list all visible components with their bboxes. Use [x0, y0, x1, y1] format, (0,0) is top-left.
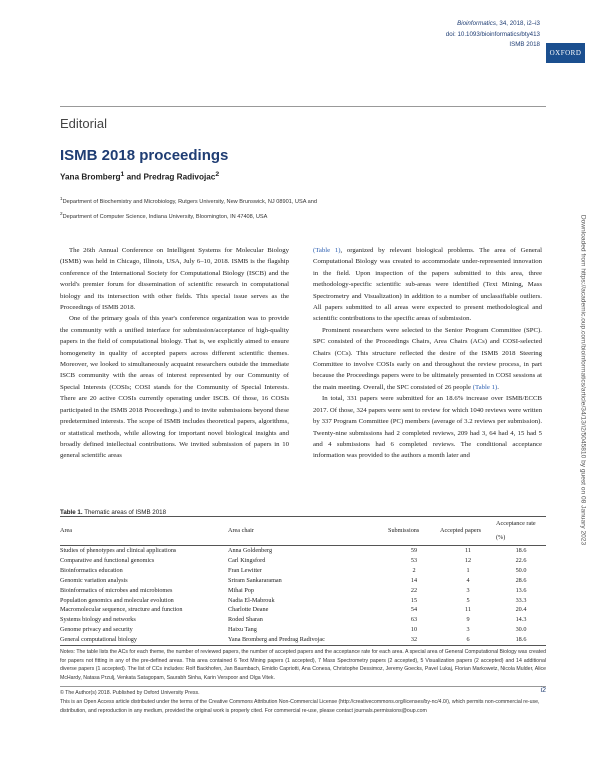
table-cell: 50.0 — [515, 566, 527, 574]
table-cell: 28.6 — [515, 576, 527, 584]
table-cell: 13.6 — [515, 586, 527, 594]
page-number: i2 — [540, 687, 546, 694]
journal-name: Bioinformatics — [457, 20, 496, 27]
author-list: Yana Bromberg$^1$ and Predrag Radivojac$^2$ — [60, 171, 220, 182]
table-cell: 6 — [440, 635, 496, 645]
paragraph: (Table 1), organized by relevant biological problems. The area of General Computational Biology was created to accommodate under-represented innovation in the field. Upon inspection of the papers submitted to this area, three methodology-specific scientific sub-areas were identified (Text Mining, Mass Spectrometry and Visualization) in addition to a number of unclassifiable outliers. All papers submitted to all areas were expected to present methodological and scientific contributions to the specific areas of submission. — [313, 247, 542, 323]
table-row — [60, 566, 546, 576]
copyright: © The Author(s) 2018. Published by Oxford University Press. — [60, 690, 200, 696]
table-cell: Genomic variation analysis — [60, 576, 128, 584]
column-header: Acceptance rate (%) — [496, 517, 546, 546]
table-cell: 30.0 — [515, 626, 527, 634]
doi[interactable]: doi: 10.1093/bioinformatics/bty413 — [445, 30, 540, 38]
table-cell: 14 — [410, 576, 418, 584]
paragraph: One of the primary goals of this year's conference organization was to provide the community with a unified interface for submission/acceptance of high-quality papers in the field of computational biology. That is, we explicitly aimed to ensure homogeneity in quality of accepted papers across different scientific themes. Moreover, we looked to simultaneously acquaint researchers outside the immediate ISCB community with the areas of interest represented by our Community of Special Interests (COSIs; COSI stands for the Community of Special Interests. There are 20 active COSIs currently operating under ISCB. Of those, 16 COSIs participated in the ISMB 2018 Proceedings.) and to invite submissions beyond these predetermined interests. The scope of ISMB includes theoretical papers, algorithms, or statistical methods, while allowing for important novel biological insights and broadly defined intellectual contributions. We invited submission of papers in 10 general scientific areas — [60, 315, 289, 460]
table-cell: Carl Kingsford — [228, 556, 266, 564]
table-cell: 18.6 — [496, 635, 546, 645]
table-row — [60, 576, 546, 586]
paragraph: Prominent researchers were selected to the Senior Program Committee (SPC). SPC consisted of the Proceedings Chairs, Area Chairs (ACs) and COSI-selected Chairs (CCs). This structure reflected the desire of the ISMB 2018 Steering Committee to involve COSIs early on and throughout the review process, in part because the Proceedings papers were to be ultimately presented in COSI sessions at the main meeting. Overall, the SPC consisted of 26 people (Table 1). — [313, 326, 542, 391]
table-cell: Anna Goldenberg — [228, 547, 273, 554]
author-name[interactable]: Yana Bromberg — [60, 172, 121, 182]
body-column-right — [313, 245, 542, 462]
table-cell: Genome privacy and security — [60, 626, 133, 634]
table-cell: 63 — [410, 616, 418, 624]
table-row — [60, 596, 546, 606]
header-divider — [60, 106, 546, 107]
table-cell: 4 — [466, 576, 470, 584]
table-row — [60, 615, 546, 625]
table-cell: 12 — [464, 556, 472, 564]
paragraph: The 26th Annual Conference on Intelligent Systems for Molecular Biology (ISMB) was held in Chicago, Illinois, USA, July 6–10, 2018. ISMB is the flagship conference of the International Society for Computational Biology (ISCB) and the world's premier forum for dissemination of scientific research in computational biology and its intersection with other fields. This special issue serves as the Proceedings of ISMB 2018. — [60, 247, 289, 312]
table-cell: Macromolecular sequence, structure and function — [60, 606, 183, 614]
table-cell: Population genomics and molecular evolution — [60, 596, 174, 604]
table-cell: 20.4 — [515, 606, 527, 614]
table-cell: 3 — [466, 626, 470, 634]
table-cell: Haixu Tang — [228, 626, 257, 634]
table-cell: 11 — [465, 547, 471, 554]
table-cell: Mihai Pop — [228, 586, 254, 594]
table-cell: 3 — [466, 586, 470, 594]
thematic-areas-table — [60, 516, 546, 646]
table-row — [60, 625, 546, 635]
article-title: ISMB 2018 proceedings — [60, 147, 229, 164]
journal-citation: Bioinformatics, 34, 2018, i2–i3 — [457, 20, 540, 27]
table-cell: 59 — [410, 547, 418, 554]
table-cell: 9 — [466, 616, 470, 624]
table-cell: 32 — [388, 635, 440, 645]
footer — [60, 689, 546, 715]
table-cell: 18.6 — [515, 547, 527, 554]
table-cell: Nadia El-Mabrouk — [228, 596, 275, 604]
table-row — [60, 605, 546, 615]
table-cell: Charlotte Deane — [228, 606, 269, 614]
footer-divider — [60, 686, 546, 687]
table-cell: Bioinformatics of microbes and microbiomes — [60, 586, 173, 594]
affiliations — [60, 193, 317, 223]
section-label: Editorial — [60, 116, 107, 131]
table-cell: Yana Bromberg and Predrag Radivojac — [228, 635, 388, 645]
table-row — [60, 586, 546, 596]
column-header: Area chair — [228, 517, 388, 546]
issue-name: ISMB 2018 — [509, 41, 540, 48]
table-cell: Systems biology and networks — [60, 616, 136, 624]
table-cell: Comparative and functional genomics — [60, 556, 155, 564]
table-cell: Fran Lewitter — [228, 566, 262, 574]
column-header: Accepted papers — [440, 517, 496, 546]
table-cell: 15 — [410, 596, 418, 604]
body-column-left — [60, 245, 289, 462]
table-cell: Roded Sharan — [228, 616, 263, 624]
table-header-row — [60, 517, 546, 546]
table-cell: General computational biology — [60, 635, 228, 645]
journal-meta — [446, 19, 540, 51]
table-row — [60, 635, 546, 645]
table-cell: 10 — [410, 626, 418, 634]
table-cell: 14.3 — [515, 616, 527, 624]
table-row — [60, 546, 546, 556]
table-cell: Studies of phenotypes and clinical applications — [60, 547, 177, 554]
oxford-logo: OXFORD — [546, 43, 585, 63]
table-title: Table 1. Thematic areas of ISMB 2018 — [60, 509, 167, 516]
column-header: Area — [60, 517, 228, 546]
table-cell: 53 — [410, 556, 418, 564]
table-cell: 54 — [410, 606, 418, 614]
affiliation: $^1$Department of Biochemistry and Microbiology, Rutgers University, New Brunswick, NJ 08901, USA and — [60, 196, 318, 205]
affiliation-marker: 1 — [120, 171, 125, 178]
affiliation-marker: 2 — [215, 171, 220, 178]
table-link[interactable]: (Table 1) — [313, 247, 341, 254]
license-text: This is an Open Access article distributed under the terms of the Creative Commons Attribution Non-Commercial License (http://creativecommons.org/licenses/by-nc/4.0/), which permits non-commercial re-use, distribution, and reproduction in any medium, provided the original work is properly cited. For commercial re-use, please contact journals.permissions@oup.com — [60, 698, 540, 714]
table-notes: Notes: The table lists the ACs for each theme, the number of reviewed papers, the number of accepted papers and the acceptance rate for each area. A special area of General Computational Biology was created for papers not fitting in any of the pre-defined areas. This area contained 6 Text Mining papers (1 accepted), 7 Mass Spectrometry papers (2 accepted), 5 Visualization papers (2 accepted) and 14 additional diverse papers (1 accepted). The list of CCs includes: Rolf Backhofen, Jan Baumbach, Emidio Capriotti, Ana Conesa, Christophe Dessimoz, Jeremy Goecks, Pavel Lukaj, Florian Markowetz, Nicola Mulder, Alice McHardy, Natasa Przulj, Venkata Satagopam, Saurabh Sinha, Karin Verspoor and Olga Vitek. — [60, 649, 546, 681]
column-header: Submissions — [388, 517, 440, 546]
table-cell: 11 — [465, 606, 471, 614]
paragraph: In total, 331 papers were submitted for an 18.6% increase over ISMB/ECCB 2017. Of those, 324 papers were sent to review for which 1040 reviews were written by 337 Program Committee (PC) members (average of 3.2 reviews per submission). Twenty-nine submissions had 2 completed reviews, 209 had 3, 64 had 4, 15 had 5 and 4 submissions had 6 completed reviews. The conditional acceptance information was provided to the authors a month later and — [313, 395, 542, 460]
table-cell: Bioinformatics education — [60, 566, 123, 574]
table-row — [60, 556, 546, 566]
table-cell: 1 — [466, 566, 470, 574]
table-link[interactable]: (Table 1) — [472, 383, 498, 391]
download-watermark: Downloaded from https://academic.oup.com/bioinformatics/article/34/13/i2/5045810 by guest on 08 January 2023 — [579, 214, 587, 546]
affiliation: $^2$Department of Computer Science, Indiana University, Bloomington, IN 47408, USA — [60, 211, 268, 221]
table-cell: 22 — [410, 586, 418, 594]
table-cell: 2 — [412, 566, 416, 574]
table-cell: 5 — [466, 596, 470, 604]
table-cell: 33.3 — [515, 596, 527, 604]
table-cell: Sriram Sankararaman — [228, 576, 282, 584]
author-name[interactable]: Predrag Radivojac — [143, 172, 216, 182]
table-cell: 22.6 — [515, 556, 527, 564]
